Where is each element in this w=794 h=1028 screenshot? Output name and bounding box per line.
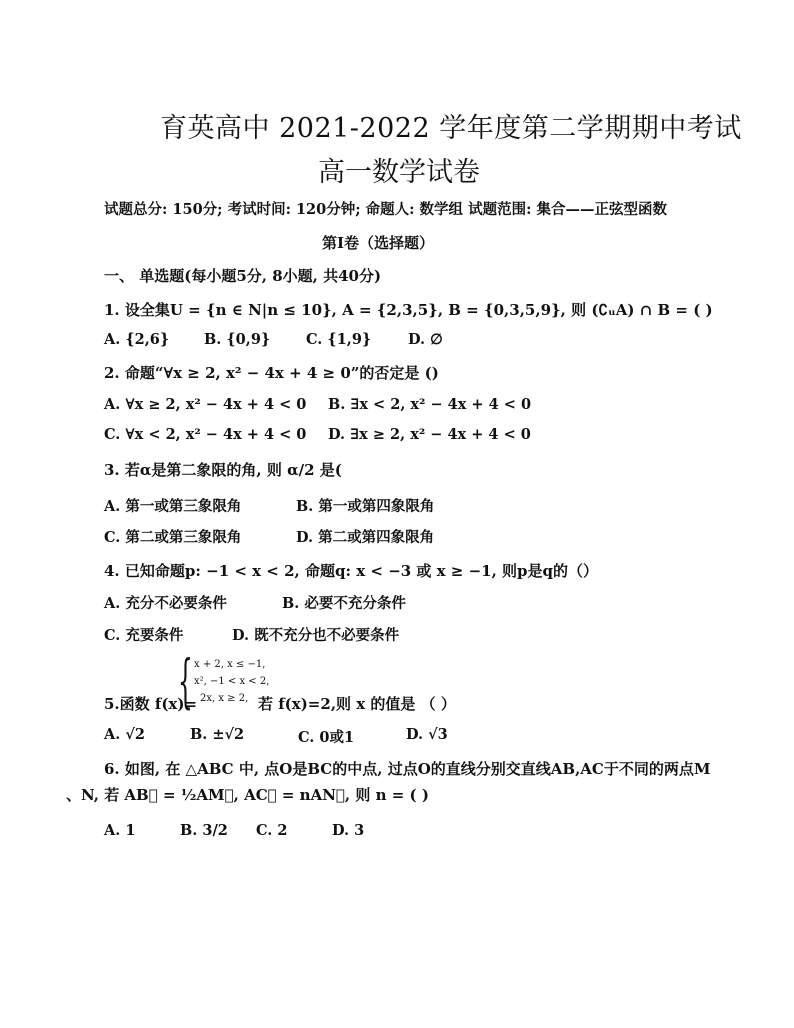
- question-3-option-a: A. 第一或第三象限角: [104, 498, 242, 515]
- piecewise-case-1: x + 2, x ≤ −1,: [194, 659, 266, 670]
- question-4-option-b: B. 必要不充分条件: [282, 595, 406, 612]
- exam-subtitle: 高一数学试卷: [318, 157, 480, 188]
- question-1-option-d: D. ∅: [408, 331, 443, 348]
- question-2-option-a: A. ∀x ≥ 2, x² − 4x + 4 < 0: [104, 396, 307, 413]
- question-6-option-c: C. 2: [256, 822, 288, 839]
- question-3-option-c: C. 第二或第三象限角: [104, 529, 242, 546]
- question-5-option-b: B. ±√2: [190, 726, 245, 743]
- piecewise-case-3: 2x, x ≥ 2,: [200, 693, 249, 704]
- question-2-option-c: C. ∀x < 2, x² − 4x + 4 < 0: [104, 426, 307, 443]
- exam-title: 育英高中 2021-2022 学年度第二学期期中考试: [160, 113, 742, 144]
- question-6-stem-line-2: 、N, 若 AB⃗ = ½AM⃗, AC⃗ = nAN⃗, 则 n = ( ): [66, 786, 429, 804]
- question-4-option-d: D. 既不充分也不必要条件: [232, 627, 400, 644]
- question-5-option-c: C. 0或1: [298, 729, 355, 746]
- question-5-suffix: 若 f(x)=2,则 x 的值是 （ ）: [258, 695, 456, 713]
- question-1-option-a: A. {2,6}: [104, 331, 170, 348]
- section-heading: 一、 单选题(每小题5分, 8小题, 共40分): [104, 267, 382, 285]
- question-2-stem: 2. 命题“∀x ≥ 2, x² − 4x + 4 ≥ 0”的否定是 (): [104, 364, 439, 382]
- question-2-option-b: B. ∃x < 2, x² − 4x + 4 < 0: [328, 396, 532, 413]
- question-4-option-c: C. 充要条件: [104, 627, 184, 644]
- question-1-option-b: B. {0,9}: [204, 331, 271, 348]
- piecewise-case-2: x², −1 < x < 2,: [194, 676, 270, 687]
- question-4-stem: 4. 已知命题p: −1 < x < 2, 命题q: x < −3 或 x ≥ −1, 则p是q的（）: [104, 562, 599, 580]
- question-5-option-a: A. √2: [104, 726, 145, 743]
- question-1-stem: 1. 设全集U = {n ∈ N|n ≤ 10}, A = {2,3,5}, B = {0,3,5,9}, 则 (∁ᵤA) ∩ B = ( ): [104, 301, 713, 319]
- question-5-option-d: D. √3: [406, 726, 448, 743]
- question-5-prefix: 5.函数 f(x)=: [104, 695, 198, 713]
- question-1-option-c: C. {1,9}: [306, 331, 372, 348]
- question-3-stem: 3. 若α是第二象限的角, 则 α/2 是(: [104, 461, 342, 479]
- question-2-option-d: D. ∃x ≥ 2, x² − 4x + 4 < 0: [328, 426, 531, 443]
- question-6-option-a: A. 1: [104, 822, 136, 839]
- question-6-stem-line-1: 6. 如图, 在 △ABC 中, 点O是BC的中点, 过点O的直线分别交直线AB,AC于不同的两点M: [104, 760, 711, 778]
- exam-info-line: 试题总分: 150分; 考试时间: 120分钟; 命题人: 数学组 试题范围: 集合——正弦型函数: [104, 201, 667, 218]
- question-4-option-a: A. 充分不必要条件: [104, 595, 227, 612]
- question-3-option-b: B. 第一或第四象限角: [296, 498, 435, 515]
- question-6-option-d: D. 3: [332, 822, 365, 839]
- volume-heading: 第I卷（选择题）: [322, 234, 435, 252]
- question-3-option-d: D. 第二或第四象限角: [296, 529, 435, 546]
- question-6-option-b: B. 3/2: [180, 822, 228, 839]
- piecewise-brace: {: [178, 647, 193, 715]
